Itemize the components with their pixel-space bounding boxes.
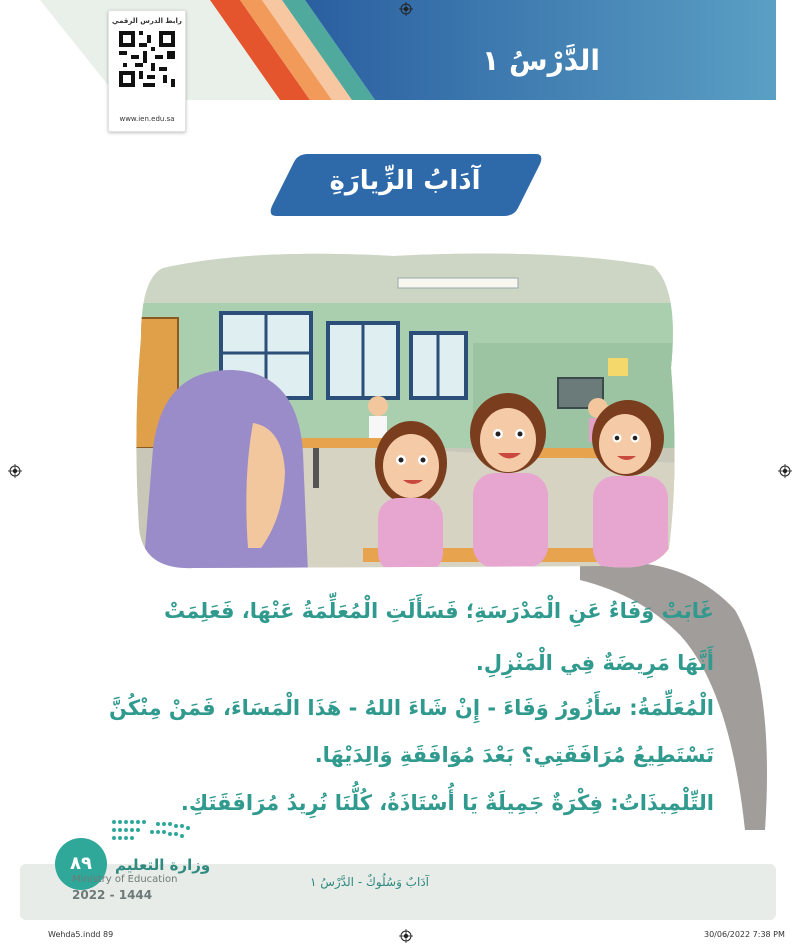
edition-year: 2022 - 1444 — [72, 888, 153, 902]
page-number: ٨٩ — [55, 838, 107, 890]
qr-caption: رابط الدرس الرقمي — [112, 17, 182, 25]
registration-mark-icon — [399, 929, 413, 943]
registration-mark-icon — [399, 2, 413, 16]
print-slug-file: Wehda5.indd 89 — [48, 930, 114, 939]
qr-url[interactable]: www.ien.edu.sa — [119, 115, 175, 123]
passage-line-5: التِّلْمِيذَاتُ: فِكْرَةٌ جَمِيلَةٌ يَا أُسْتَاذَةُ، كُلُّنَا نُرِيدُ مُرَافَقَتَكِ. — [180, 791, 714, 815]
registration-mark-icon — [778, 464, 792, 478]
qr-code-card[interactable] — [108, 10, 186, 132]
unit-reference: آدَابٌ وَسُلُوكٌ - الدَّرْسُ ١ — [310, 875, 429, 889]
classroom-illustration — [133, 248, 679, 573]
lesson-title: آدَابُ الزِّيارَةِ — [329, 166, 481, 196]
passage-line-1: غَابَتْ وَفَاءُ عَنِ الْمَدْرَسَةِ؛ فَسَأَلَتِ الْمُعَلِّمَةُ عَنْهَا، فَعَلِمَتْ — [163, 599, 714, 623]
ministry-name-arabic: وزارة التعليم — [115, 856, 211, 874]
qr-code-icon — [119, 31, 175, 87]
passage-line-4: تَسْتَطِيعُ مُرَافَقَتِي؟ بَعْدَ مُوَافَقَةِ وَالِدَيْهَا. — [314, 743, 714, 767]
ministry-logo-icon — [108, 816, 200, 842]
passage-line-2: أَنَّهَا مَرِيضَةٌ فِي الْمَنْزِلِ. — [475, 651, 714, 675]
lesson-number-title: الدَّرْسُ ١ — [482, 44, 600, 77]
passage-line-3: الْمُعَلِّمَةُ: سَأَزُورُ وَفَاءَ - إِنْ شَاءَ اللهُ - هَذَا الْمَسَاءَ، فَمَنْ مِنْكُنَّ — [108, 696, 714, 720]
print-slug-timestamp: 30/06/2022 7:38 PM — [704, 930, 785, 939]
ministry-name-english: Ministry of Education — [72, 874, 178, 885]
registration-mark-icon — [8, 464, 22, 478]
